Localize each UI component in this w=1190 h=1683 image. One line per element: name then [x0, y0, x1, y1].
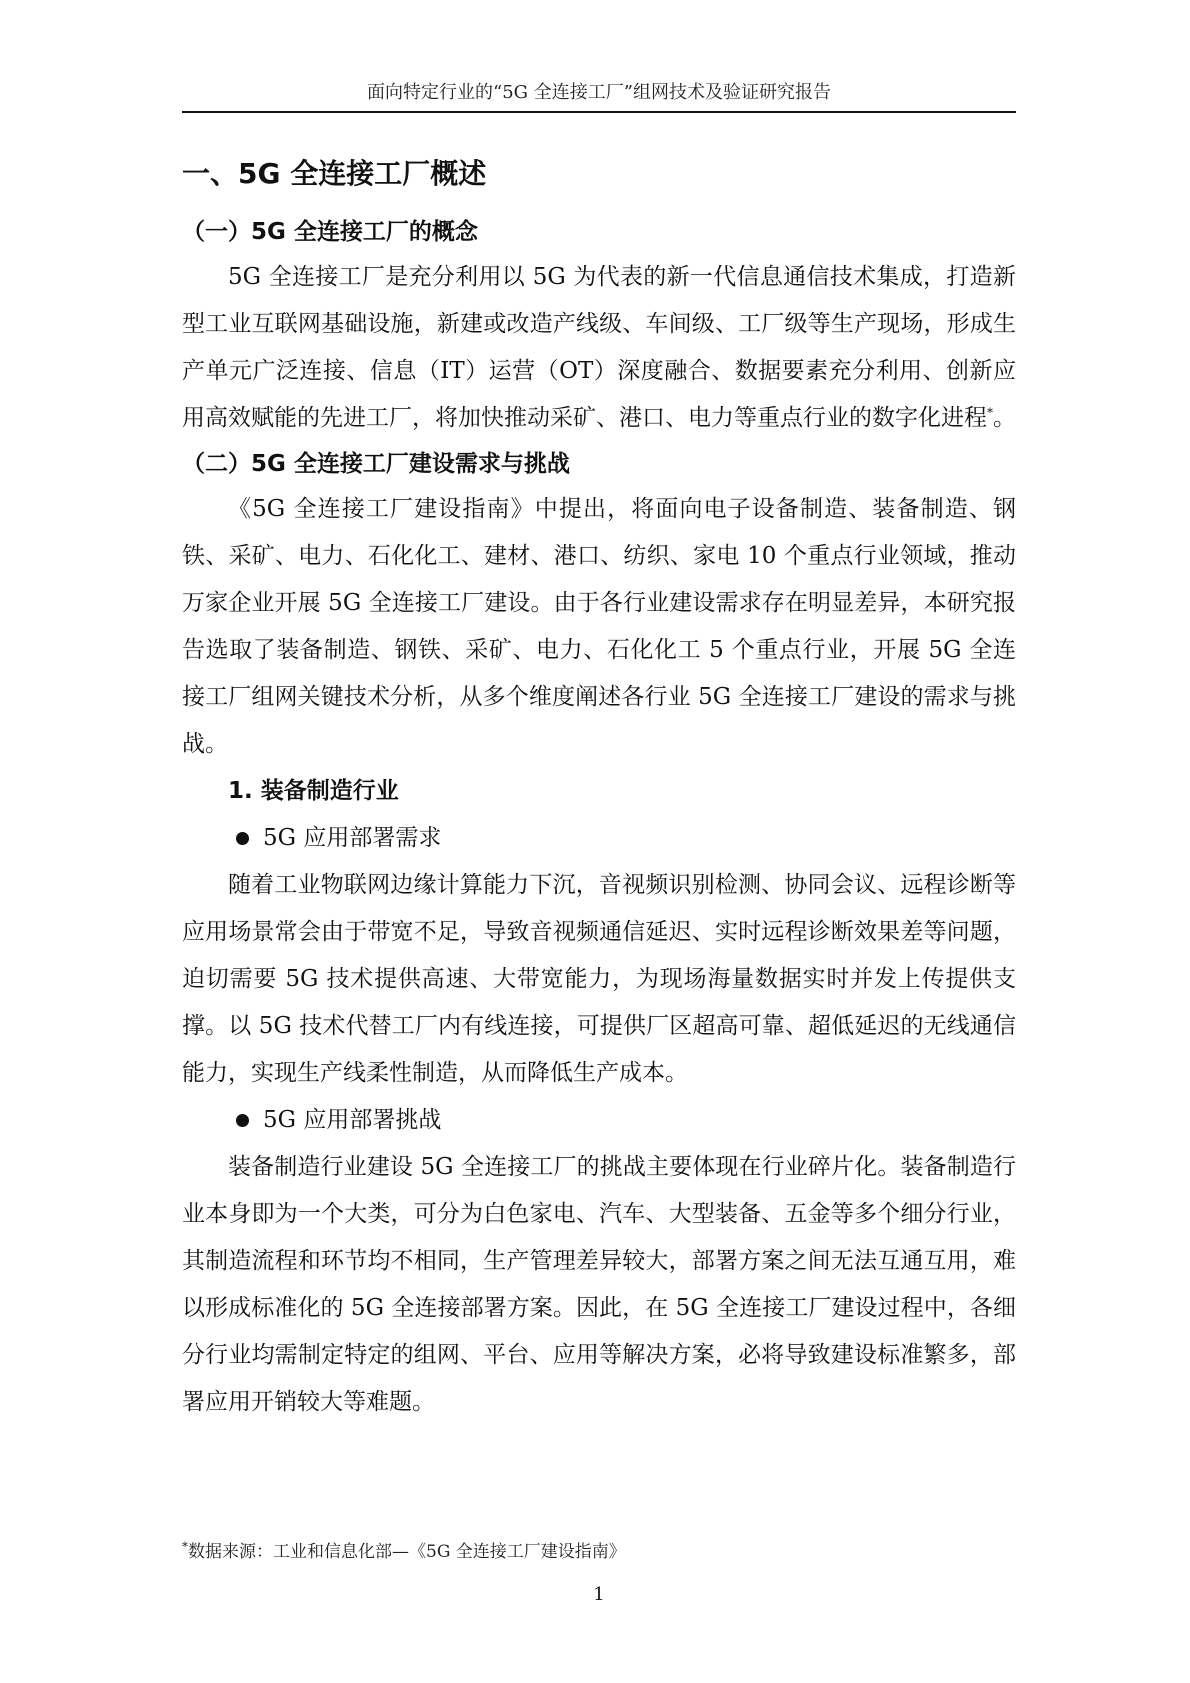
item-1-heading: 1. 装备制造行业	[228, 778, 399, 804]
bullet-dot-icon	[236, 1114, 249, 1127]
subsection-1-heading: （一）5G 全连接工厂的概念	[182, 219, 478, 245]
footnote-reference[interactable]: *	[987, 405, 993, 420]
page-body	[182, 150, 1016, 1426]
requirements-paragraph: 《5G 全连接工厂建设指南》中提出，将面向电子设备制造、装备制造、钢铁、采矿、电力、石化化工、建材、港口、纺织、家电 10 个重点行业领域，推动万家企业开展 5G 全连接工厂建设。由于各行业建设需求存在明显差异，本研究报告选取了装备制造、钢铁、采矿、电力、石化化工 5 个重点行业，开展 5G 全连接工厂组网关键技术分析，从多个维度阐述各行业 5G 全连接工厂建设的需求与挑战。	[182, 496, 1016, 757]
bullet-deployment-challenges	[182, 1097, 1016, 1144]
bullet-label: 5G 应用部署挑战	[263, 1107, 442, 1133]
bullet-label: 5G 应用部署需求	[263, 825, 442, 851]
footnote-text: 数据来源：工业和信息化部—《5G 全连接工厂建设指南》	[188, 1542, 626, 1562]
section-1-heading: 一、5G 全连接工厂概述	[182, 157, 487, 190]
page-number: 1	[593, 1584, 605, 1605]
concept-paragraph-end: 。	[993, 405, 1016, 431]
footnote-mark: *	[182, 1539, 188, 1554]
subsection-2-heading: （二）5G 全连接工厂建设需求与挑战	[182, 451, 570, 477]
concept-paragraph-text: 5G 全连接工厂是充分利用以 5G 为代表的新一代信息通信技术集成，打造新型工业互联网基础设施，新建或改造产线级、车间级、工厂级等生产现场，形成生产单元广泛连接、信息（IT）运营（OT）深度融合、数据要素充分利用、创新应用高效赋能的先进工厂，将加快推动采矿、港口、电力等重点行业的数字化进程	[182, 264, 1016, 431]
footnote	[182, 1540, 1016, 1564]
deployment-needs-paragraph: 随着工业物联网边缘计算能力下沉，音视频识别检测、协同会议、远程诊断等应用场景常会由于带宽不足，导致音视频通信延迟、实时远程诊断效果差等问题，迫切需要 5G 技术提供高速、大带宽能力，为现场海量数据实时并发上传提供支撑。以 5G 技术代替工厂内有线连接，可提供厂区超高可靠、超低延迟的无线通信能力，实现生产线柔性制造，从而降低生产成本。	[182, 872, 1016, 1086]
running-header: 面向特定行业的“5G 全连接工厂”组网技术及验证研究报告	[367, 82, 831, 103]
deployment-challenges-paragraph: 装备制造行业建设 5G 全连接工厂的挑战主要体现在行业碎片化。装备制造行业本身即为一个大类，可分为白色家电、汽车、大型装备、五金等多个细分行业，其制造流程和环节均不相同，生产管理差异较大，部署方案之间无法互通互用，难以形成标准化的 5G 全连接部署方案。因此，在 5G 全连接工厂建设过程中，各细分行业均需制定特定的组网、平台、应用等解决方案，必将导致建设标准繁多，部署应用开销较大等难题。	[182, 1154, 1016, 1415]
header-divider	[182, 111, 1016, 113]
bullet-deployment-needs	[182, 815, 1016, 862]
bullet-dot-icon	[236, 832, 249, 845]
concept-paragraph	[182, 254, 1016, 442]
